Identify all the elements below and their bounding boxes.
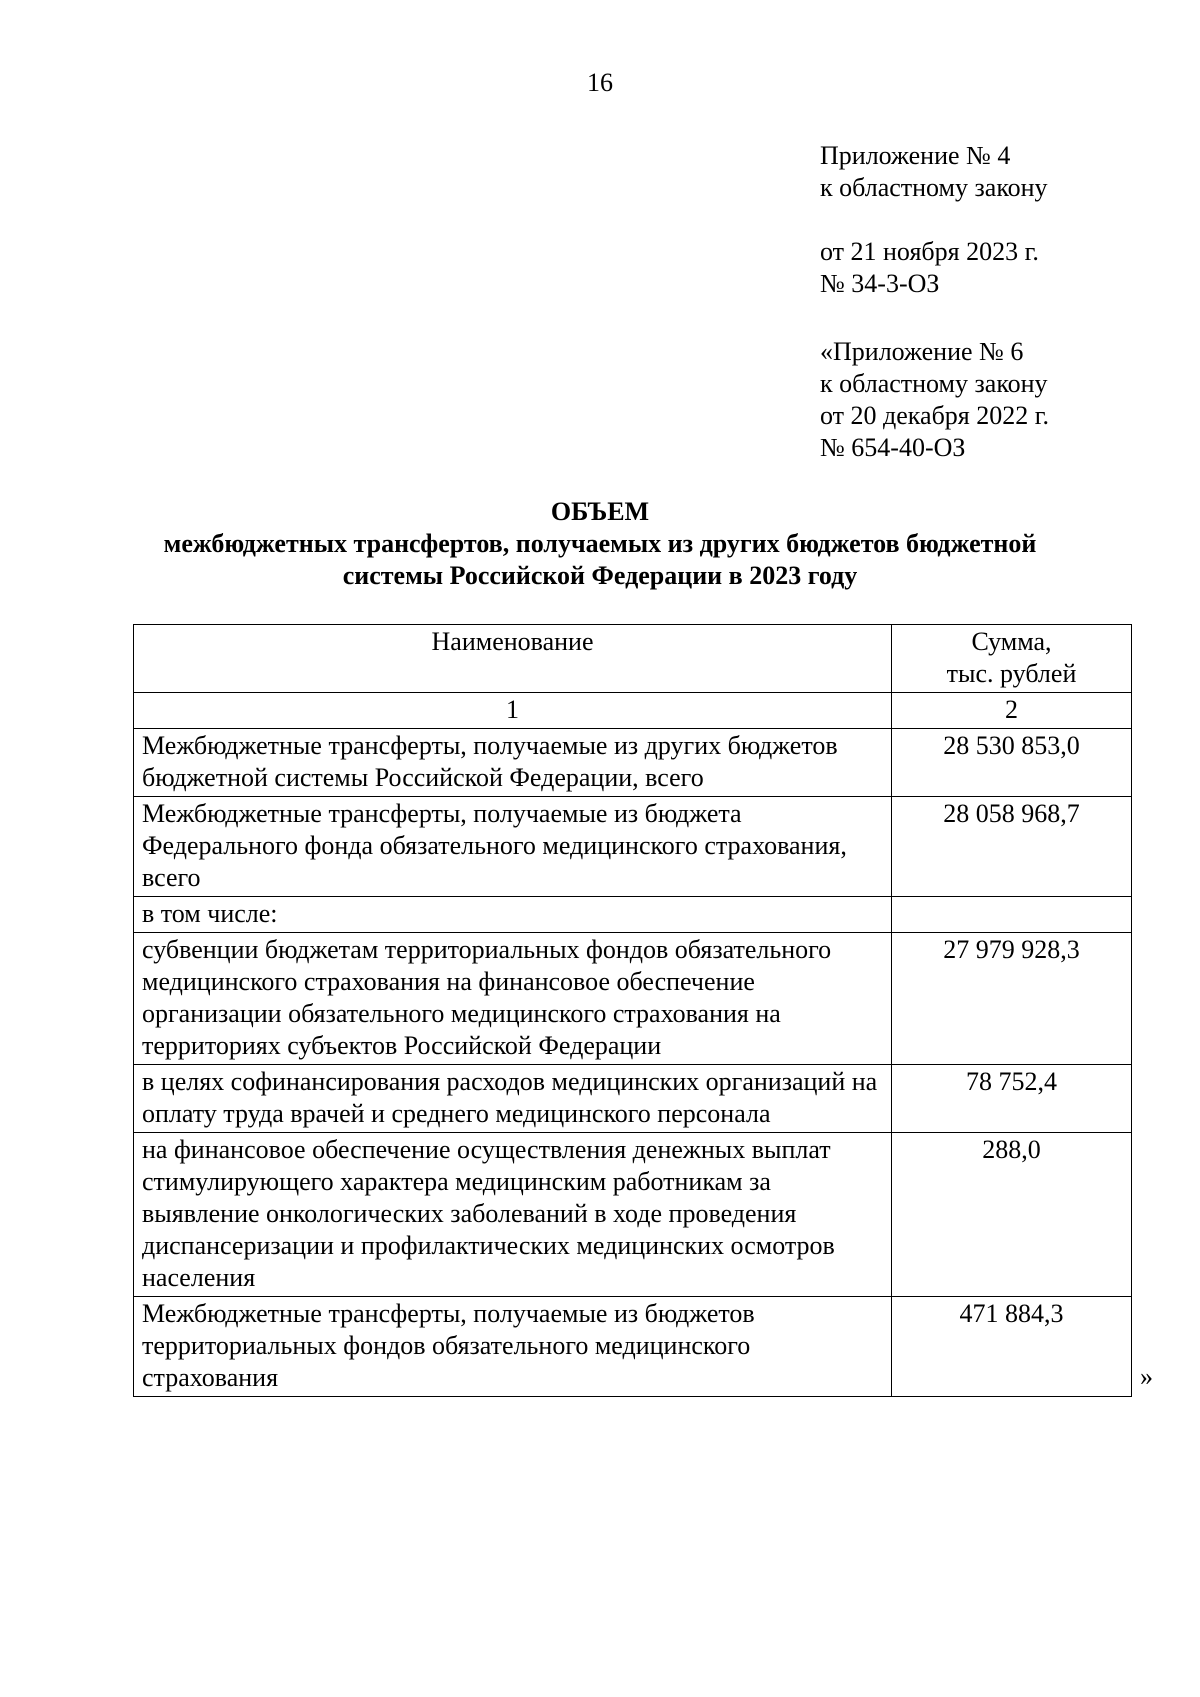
title-heading: ОБЪЕМ <box>550 497 650 526</box>
row-name: Межбюджетные трансферты, получаемые из других бюджетов бюджетной системы Российской Федерации, всего <box>134 729 892 797</box>
row-name: на финансовое обеспечение осуществления денежных выплат стимулирующего характера медицинским работникам за выявление онкологических заболеваний в ходе проведения диспансеризации и профилактических медицинских осмотров населения <box>134 1133 892 1297</box>
appendix-amended-title: «Приложение № 6 <box>820 337 1024 366</box>
column-number-1: 1 <box>134 693 892 729</box>
appendix-amended-reference <box>820 336 1180 464</box>
table-header-row <box>134 625 1132 693</box>
title-line-1: межбюджетных трансфертов, получаемых из других бюджетов бюджетной <box>163 529 1037 558</box>
table-row <box>134 1133 1132 1297</box>
column-number-row <box>134 693 1132 729</box>
title-line-2: системы Российской Федерации в 2023 году <box>342 561 858 590</box>
document-title <box>100 496 1100 592</box>
appendix-current-reference <box>820 140 1180 204</box>
table-row <box>134 1297 1132 1397</box>
row-sum <box>892 897 1132 933</box>
row-name: в том числе: <box>134 897 892 933</box>
closing-quote: » <box>1140 1362 1153 1391</box>
header-name: Наименование <box>134 625 892 693</box>
appendix-current-title: Приложение № 4 <box>820 141 1011 170</box>
appendix-amended-date: от 20 декабря 2022 г. <box>820 401 1049 430</box>
row-name: субвенции бюджетам территориальных фондов обязательного медицинского страхования на финансовое обеспечение организации обязательного медицинского страхования на территориях субъектов Российской Федерации <box>134 933 892 1065</box>
row-sum: 471 884,3 <box>892 1297 1132 1397</box>
header-sum-line-2: тыс. рублей <box>946 659 1077 688</box>
header-sum <box>892 625 1132 693</box>
row-sum: 288,0 <box>892 1133 1132 1297</box>
table-row <box>134 729 1132 797</box>
header-sum-line-1: Сумма, <box>971 627 1052 656</box>
table-row <box>134 797 1132 897</box>
table-row <box>134 933 1132 1065</box>
row-sum: 28 530 853,0 <box>892 729 1132 797</box>
table-row <box>134 1065 1132 1133</box>
appendix-current-law: к областному закону <box>820 173 1048 202</box>
page-number: 16 <box>587 68 613 97</box>
appendix-current-number: № 34-3-ОЗ <box>820 269 940 298</box>
appendix-current-date-block <box>820 236 1180 300</box>
appendix-current-date: от 21 ноября 2023 г. <box>820 237 1039 266</box>
transfers-table <box>133 624 1132 1397</box>
row-name: в целях софинансирования расходов медицинских организаций на оплату труда врачей и среднего медицинского персонала <box>134 1065 892 1133</box>
table-row <box>134 897 1132 933</box>
row-name: Межбюджетные трансферты, получаемые из бюджетов территориальных фондов обязательного медицинского страхования <box>134 1297 892 1397</box>
row-sum: 28 058 968,7 <box>892 797 1132 897</box>
appendix-amended-law: к областному закону <box>820 369 1048 398</box>
column-number-2: 2 <box>892 693 1132 729</box>
row-sum: 78 752,4 <box>892 1065 1132 1133</box>
row-name: Межбюджетные трансферты, получаемые из бюджета Федерального фонда обязательного медицинского страхования, всего <box>134 797 892 897</box>
row-sum: 27 979 928,3 <box>892 933 1132 1065</box>
appendix-amended-number: № 654-40-ОЗ <box>820 433 966 462</box>
